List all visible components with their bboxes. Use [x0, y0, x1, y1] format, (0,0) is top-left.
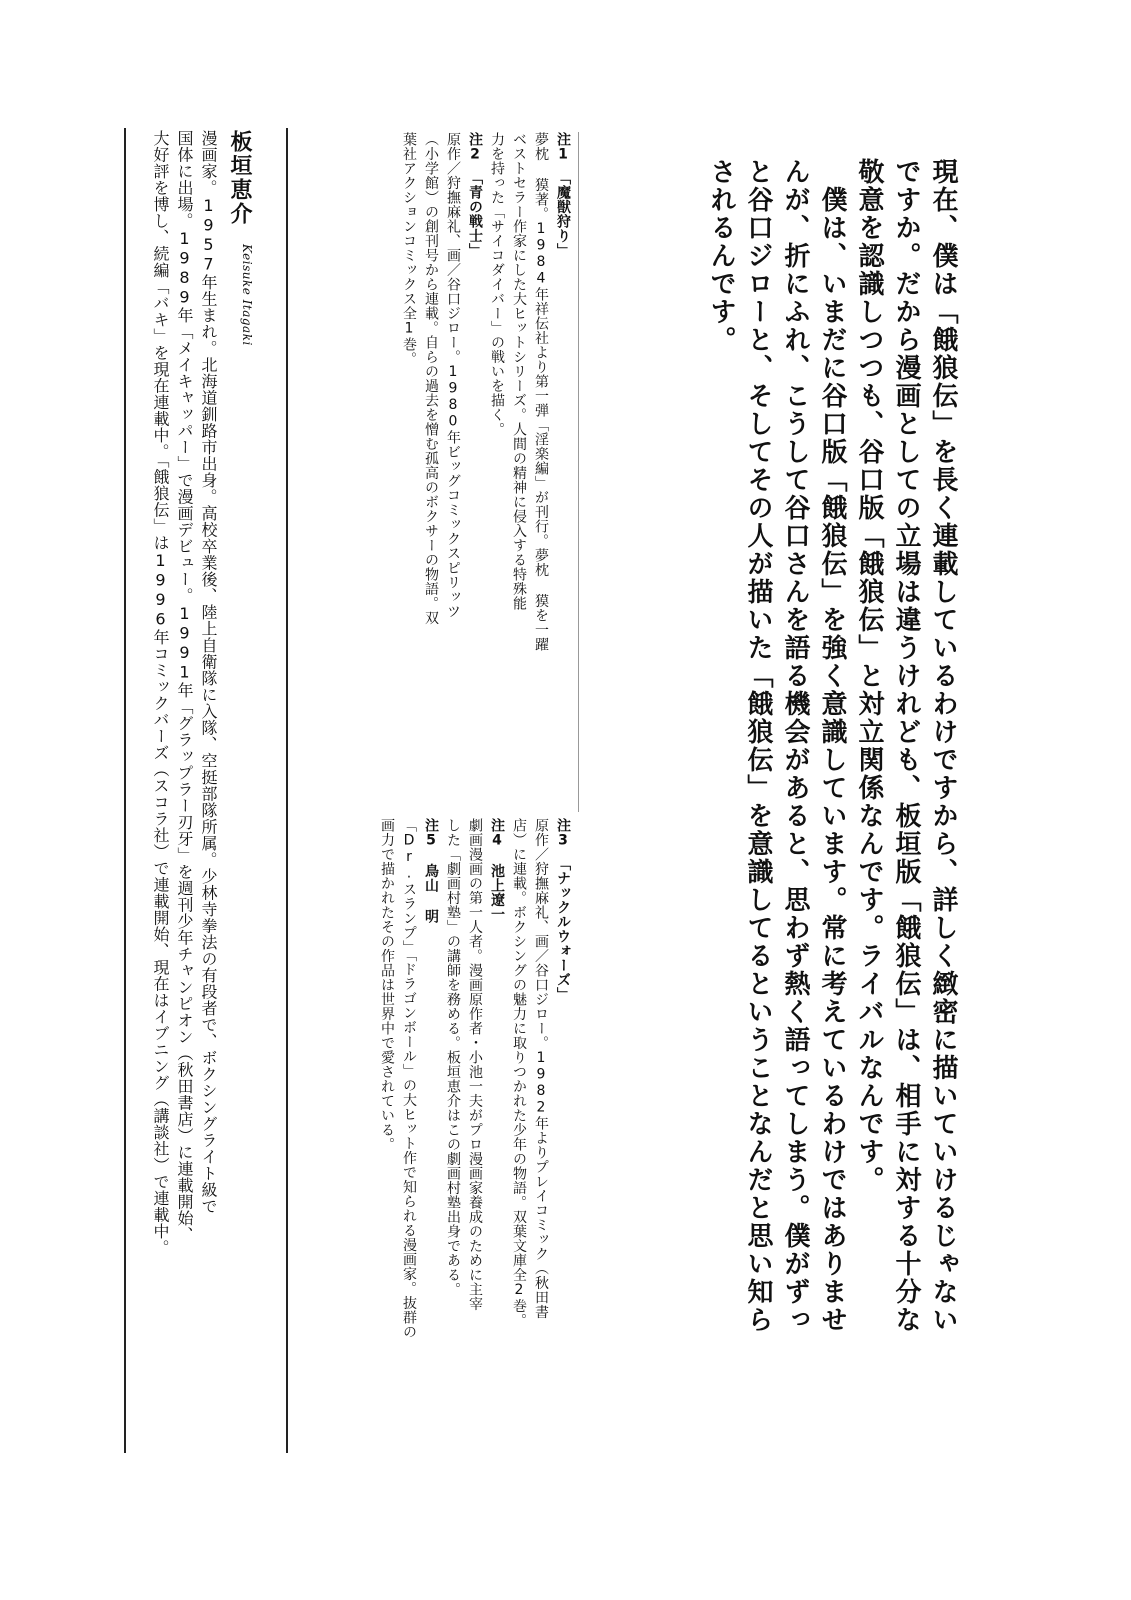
- note-heading: 注4 池上遼一: [489, 818, 505, 922]
- note-heading: 注2 「青の戦士」: [467, 132, 483, 258]
- note-line: 原作／狩撫麻礼、画／谷口ジロー。1982年よりプレイコミック（秋田書: [533, 818, 549, 1319]
- main-text-line: ですか。だから漫画としての立場は違うけれども、板垣版「餓狼伝」は、相手に対する十分な: [891, 158, 921, 1334]
- note-line: 劇画漫画の第一人者。漫画原作者・小池一夫がプロ漫画家養成のために主宰: [467, 818, 483, 1311]
- note-heading: 注3 「ナックルウォーズ」: [555, 818, 571, 1002]
- divider: [578, 132, 579, 812]
- note-line: （小学館）の創刊号から連載。自らの過去を憎む孤高のボクサーの物語。双: [423, 132, 439, 625]
- note-line: 画力で描かれたその作品は世界中で愛されている。: [379, 818, 395, 1152]
- note-line: 「Dr.スランプ」「ドラゴンボール」の大ヒット作で知られる漫画家。抜群の: [401, 818, 417, 1339]
- note-line: 原作／狩撫麻礼、画／谷口ジロー。1980年ビッグコミックスピリッツ: [445, 132, 461, 619]
- profile-line: 国体に出場。1989年「メイキャッパー」で漫画デビュー。1991年「グラップラー刃牙」を週刊少年チャンピオン（秋田書店）に連載開始、: [175, 130, 194, 1243]
- profile-romaji: Keisuke Itagaki: [240, 244, 254, 346]
- main-text-line: 現在、僕は「餓狼伝」を長く連載しているわけですから、詳しく緻密に描いていけるじゃない: [928, 158, 958, 1334]
- main-text-line: んが、折にふれ、こうして谷口さんを語る機会があると、思わず熱く語ってしまう。僕がずっ: [780, 158, 810, 1334]
- profile-line: 漫画家。1957年生まれ。北海道釧路市出身。高校卒業後、陸上自衛隊に入隊、空挺部隊所属。少林寺拳法の有段者で、ボクシングライト級で: [199, 130, 218, 1215]
- main-text-line: 僕は、いまだに谷口版「餓狼伝」を強く意識しています。常に考えているわけではありませ: [817, 158, 847, 1334]
- note-line: 葉社アクションコミックス全1巻。: [401, 132, 417, 366]
- divider: [286, 128, 288, 1453]
- divider: [124, 128, 126, 1453]
- profile-line: 大好評を博し、続編「バキ」を現在連載中。「餓狼伝」は1996年コミックバーズ（スコラ社）で連載開始、現在はイブニング（講談社）で連載中。: [151, 130, 170, 1256]
- profile-name: 板垣恵介: [227, 130, 252, 226]
- main-text-line: 敬意を認識しつつも、谷口版「餓狼伝」と対立関係なんです。ライバルなんです。: [854, 158, 884, 1194]
- note-line: 力を持った「サイコダイバー」の戦いを描く。: [489, 132, 505, 437]
- main-text-line: と谷口ジローと、そしてその人が描いた「餓狼伝」を意識してるということなんだと思い知ら: [743, 158, 773, 1334]
- note-line: 店）に連載。ボクシングの魅力に取りつかれた少年の物語。双葉文庫全2巻。: [511, 818, 527, 1328]
- note-line: 夢枕 獏著。1984年祥伝社より第一弾「淫楽編」が刊行。夢枕 獏を一躍: [533, 132, 549, 652]
- main-text-line: されるんです。: [706, 158, 736, 354]
- note-line: ベストセラー作家にした大ヒットシリーズ。人間の精神に侵入する特殊能: [511, 132, 527, 611]
- note-heading: 注5 鳥山 明: [423, 818, 439, 924]
- note-line: した「劇画村塾」の講師を務める。板垣恵介はこの劇画村塾出身である。: [445, 818, 461, 1297]
- note-heading: 注1 「魔獣狩り」: [555, 132, 571, 258]
